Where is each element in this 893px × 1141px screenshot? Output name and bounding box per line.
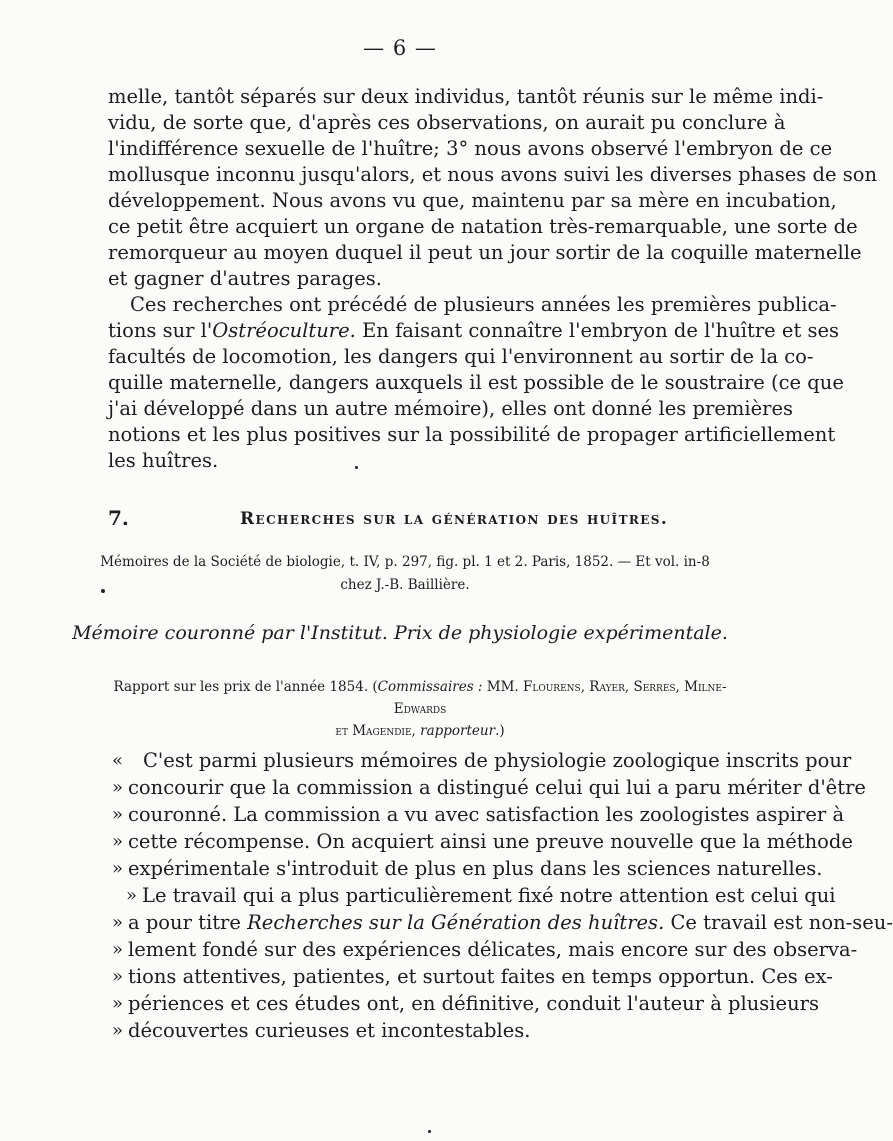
- quote-text: C'est parmi plusieurs mémoires de physiologie zoologique inscrits pour: [143, 749, 852, 772]
- continuation-quote-mark: »: [112, 858, 124, 879]
- quote-line: [112, 882, 836, 909]
- open-quote-mark: «: [112, 750, 124, 771]
- report-reference: [95, 676, 745, 742]
- text-line: développement. Nous avons vu que, maintenu par sa mère en incubation,: [108, 189, 837, 212]
- quote-line: [112, 774, 866, 801]
- continuation-quote-mark: »: [112, 912, 124, 933]
- text-line: vidu, de sorte que, d'après ces observations, on aurait pu conclure à: [108, 111, 786, 134]
- quote-text: concourir que la commission a distingué celui qui lui a paru mériter d'être: [128, 776, 866, 799]
- section-number: 7.: [108, 506, 129, 530]
- continuation-quote-mark: »: [112, 1020, 124, 1041]
- quote-line: [112, 855, 823, 882]
- quote-line: [112, 963, 833, 990]
- text-line: et gagner d'autres parages.: [108, 267, 382, 290]
- quote-line: [112, 747, 852, 774]
- text-line: remorqueur au moyen duquel il peut un jour sortir de la coquille maternelle: [108, 241, 862, 264]
- text-line: l'indifférence sexuelle de l'huître; 3° nous avons observé l'embryon de ce: [108, 137, 833, 160]
- prize-heading: Mémoire couronné par l'Institut. Prix de physiologie expérimentale.: [72, 622, 728, 644]
- quote-line: [112, 801, 845, 828]
- text-segment: Ce travail est non-seu-: [664, 911, 893, 934]
- text-line: ce petit être acquiert un organe de natation très-remarquable, une sorte de: [108, 215, 858, 238]
- text-segment: .): [495, 723, 505, 739]
- quote-line: [112, 909, 893, 936]
- continuation-quote-mark: »: [112, 804, 124, 825]
- rapporteur-name: et Magendie,: [335, 723, 416, 739]
- continuation-quote-mark: »: [112, 777, 124, 798]
- text-line: j'ai développé dans un autre mémoire), elles ont donné les premières: [108, 397, 793, 420]
- continuation-quote-mark: »: [112, 966, 124, 987]
- quote-text: périences et ces études ont, en définitive, conduit l'auteur à plusieurs: [128, 992, 819, 1015]
- quote-text: [128, 909, 893, 936]
- quote-text: expérimentale s'introduit de plus en plus dans les sciences naturelles.: [128, 857, 823, 880]
- quote-text: Le travail qui a plus particulièrement fixé notre attention est celui qui: [142, 884, 836, 907]
- text-line: quille maternelle, dangers auxquels il est possible de le soustraire (ce que: [108, 371, 844, 394]
- quote-line: [112, 990, 819, 1017]
- citation: [100, 551, 710, 597]
- quote-text: cette récompense. On acquiert ainsi une preuve nouvelle que la méthode: [128, 830, 853, 853]
- quote-line: [112, 1017, 733, 1044]
- italic-title: Recherches sur la Génération des huîtres.: [247, 911, 665, 934]
- page-number: — 6 —: [363, 36, 437, 60]
- text-segment: a pour titre: [128, 911, 248, 934]
- quote-line: [112, 936, 858, 963]
- italic-term: Ostréoculture.: [212, 319, 356, 342]
- text-segment: tions sur l': [108, 319, 213, 342]
- text-segment: En faisant connaître l'embryon de l'huître et ses: [355, 319, 840, 342]
- text-line: notions et les plus positives sur la possibilité de propager artificiellement: [108, 423, 836, 446]
- citation-line: chez J.-B. Baillière.: [340, 577, 470, 593]
- text-line: melle, tantôt séparés sur deux individus, tantôt réunis sur le même indi-: [108, 85, 824, 108]
- citation-line: Mémoires de la Société de biologie, t. IV, p. 297, fig. pl. 1 et 2. Paris, 1852. — Et vol. in-8: [100, 554, 710, 570]
- quote-line: [112, 828, 853, 855]
- continuation-quote-mark: »: [126, 885, 138, 906]
- continuation-quote-mark: »: [112, 993, 124, 1014]
- scan-speck: [355, 466, 358, 469]
- report-line: [95, 676, 745, 720]
- quote-text: couronné. La commission a vu avec satisfaction les zoologistes aspirer à: [128, 803, 845, 826]
- quote-text: découvertes curieuses et incontestables.: [128, 1019, 531, 1042]
- quote-text: lement fondé sur des expériences délicates, mais encore sur des observa-: [128, 938, 858, 961]
- section-title: Recherches sur la génération des huîtres.: [240, 509, 669, 529]
- scan-speck: [101, 589, 105, 593]
- text-line: les huîtres.: [108, 449, 219, 472]
- italic-term: rapporteur: [420, 723, 496, 739]
- text-segment: Rapport sur les prix de l'année 1854. (: [113, 679, 378, 695]
- commissioner-names: MM. Flourens, Rayer, Serres, Milne-Edwards: [393, 679, 727, 717]
- text-line: Ces recherches ont précédé de plusieurs années les premières publica-: [130, 293, 837, 316]
- text-line: mollusque inconnu jusqu'alors, et nous avons suivi les diverses phases de son: [108, 163, 878, 186]
- quote-text: tions attentives, patientes, et surtout faites en temps opportun. Ces ex-: [128, 965, 833, 988]
- italic-term: Commissaires :: [377, 679, 483, 695]
- scan-speck: [428, 1130, 431, 1133]
- report-line: [95, 720, 745, 742]
- text-line: [108, 318, 840, 344]
- continuation-quote-mark: »: [112, 831, 124, 852]
- continuation-quote-mark: »: [112, 939, 124, 960]
- text-line: facultés de locomotion, les dangers qui l'environnent au sortir de la co-: [108, 345, 814, 368]
